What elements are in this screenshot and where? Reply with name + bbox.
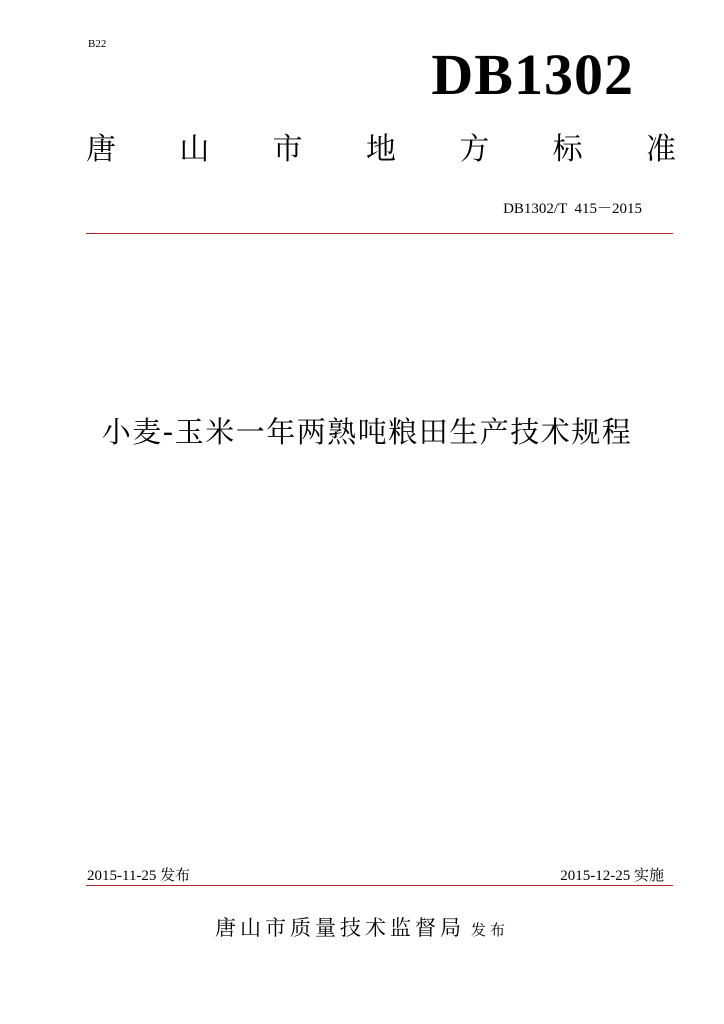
classification-code: B22 xyxy=(88,38,107,50)
issuer-suffix: 发布 xyxy=(470,921,509,939)
footer-divider xyxy=(86,885,673,886)
standard-type-heading xyxy=(86,132,676,168)
standard-type-char: 唐 xyxy=(86,132,116,167)
standard-type-char: 方 xyxy=(459,132,490,167)
issuer-name: 唐山市质量技术监督局 xyxy=(214,916,465,940)
standard-code: DB1302 xyxy=(431,42,634,107)
standard-type-char: 标 xyxy=(552,132,583,167)
standard-type-char: 市 xyxy=(272,132,303,167)
issuer-line xyxy=(0,912,724,942)
standard-number: DB1302/T 415－2015 xyxy=(503,201,642,217)
effective-date: 2015-12-25 实施 xyxy=(560,868,664,884)
standard-type-char: 准 xyxy=(645,132,676,167)
standard-type-char: 山 xyxy=(179,132,210,167)
header-divider xyxy=(86,233,673,234)
document-title-text: 小麦-玉米一年两熟吨粮田生产技术规程 xyxy=(101,415,633,449)
issue-date: 2015-11-25 发布 xyxy=(87,868,191,884)
standard-type-char: 地 xyxy=(365,132,396,167)
document-title xyxy=(0,415,724,450)
